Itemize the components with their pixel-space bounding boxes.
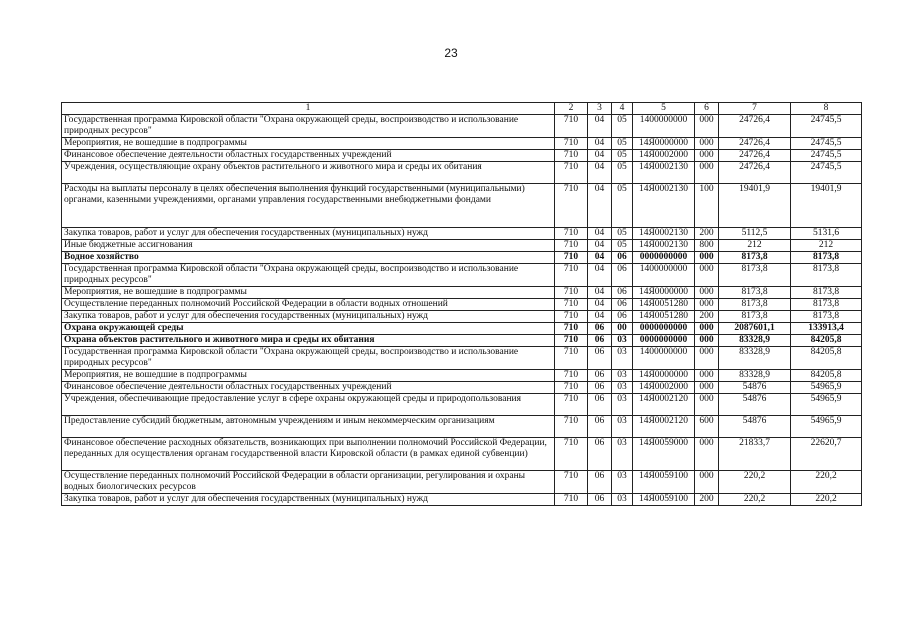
amount-year2-cell: 8173,8	[791, 287, 862, 299]
row-name-cell: Осуществление переданных полномочий Российской Федерации в области организации, регулирования и охраны водных биологических ресурсов	[62, 471, 555, 494]
subsection-code-cell: 03	[612, 494, 633, 506]
amount-year2-cell: 54965,9	[791, 382, 862, 394]
ved-code-cell: 710	[555, 228, 588, 240]
amount-year1-cell: 220,2	[719, 471, 791, 494]
expense-type-cell: 000	[695, 347, 719, 370]
row-name-cell: Учреждения, обеспечивающие предоставление услуг в сфере охраны окружающей среды и природопользования	[62, 394, 555, 416]
section-code-cell: 06	[588, 323, 612, 335]
amount-year1-cell: 24726,4	[719, 115, 791, 138]
expense-type-cell: 600	[695, 416, 719, 438]
subsection-code-cell: 06	[612, 311, 633, 323]
section-code-cell: 04	[588, 287, 612, 299]
section-code-cell: 06	[588, 416, 612, 438]
section-code-cell: 06	[588, 382, 612, 394]
amount-year1-cell: 8173,8	[719, 264, 791, 287]
table-row	[62, 240, 862, 252]
subsection-code-cell: 03	[612, 382, 633, 394]
ved-code-cell: 710	[555, 382, 588, 394]
subsection-code-cell: 00	[612, 323, 633, 335]
table-row	[62, 115, 862, 138]
subsection-code-cell: 06	[612, 287, 633, 299]
amount-year2-cell: 84205,8	[791, 370, 862, 382]
amount-year2-cell: 24745,5	[791, 138, 862, 150]
row-name-cell: Водное хозяйство	[62, 252, 555, 264]
amount-year2-cell: 8173,8	[791, 252, 862, 264]
subsection-code-cell: 03	[612, 394, 633, 416]
expense-type-cell: 000	[695, 138, 719, 150]
expense-type-cell: 000	[695, 299, 719, 311]
amount-year1-cell: 220,2	[719, 494, 791, 506]
target-article-cell: 14Я0059000	[633, 438, 695, 471]
row-name-cell: Охрана объектов растительного и животного мира и среды их обитания	[62, 335, 555, 347]
ved-code-cell: 710	[555, 394, 588, 416]
amount-year1-cell: 2087601,1	[719, 323, 791, 335]
target-article-cell: 14Я0002130	[633, 162, 695, 184]
table-row	[62, 228, 862, 240]
row-name-cell: Предоставление субсидий бюджетным, автономным учреждениям и иным некоммерческим организациям	[62, 416, 555, 438]
expense-type-cell: 000	[695, 162, 719, 184]
target-article-cell: 14Я0059100	[633, 494, 695, 506]
expense-type-cell: 000	[695, 323, 719, 335]
amount-year2-cell: 24745,5	[791, 115, 862, 138]
amount-year2-cell: 54965,9	[791, 416, 862, 438]
row-name-cell: Закупка товаров, работ и услуг для обеспечения государственных (муниципальных) нужд	[62, 228, 555, 240]
expense-type-cell: 000	[695, 150, 719, 162]
target-article-cell: 14Я0002000	[633, 150, 695, 162]
header-cell: 8	[791, 103, 862, 115]
ved-code-cell: 710	[555, 416, 588, 438]
expense-type-cell: 200	[695, 311, 719, 323]
section-code-cell: 04	[588, 299, 612, 311]
subsection-code-cell: 03	[612, 438, 633, 471]
amount-year2-cell: 19401,9	[791, 184, 862, 228]
amount-year1-cell: 54876	[719, 394, 791, 416]
ved-code-cell: 710	[555, 438, 588, 471]
table-row	[62, 323, 862, 335]
table-row	[62, 370, 862, 382]
header-row	[62, 103, 862, 115]
subsection-code-cell: 05	[612, 115, 633, 138]
row-name-cell: Учреждения, осуществляющие охрану объектов растительного и животного мира и среды их обитания	[62, 162, 555, 184]
expense-type-cell: 000	[695, 370, 719, 382]
section-code-cell: 06	[588, 438, 612, 471]
subsection-code-cell: 06	[612, 252, 633, 264]
ved-code-cell: 710	[555, 162, 588, 184]
ved-code-cell: 710	[555, 299, 588, 311]
target-article-cell: 14Я0002130	[633, 184, 695, 228]
row-name-cell: Иные бюджетные ассигнования	[62, 240, 555, 252]
amount-year2-cell: 8173,8	[791, 264, 862, 287]
ved-code-cell: 710	[555, 252, 588, 264]
expense-type-cell: 000	[695, 382, 719, 394]
row-name-cell: Финансовое обеспечение расходных обязательств, возникающих при выполнении полномочий Российской Федерации, переданных для осуществления органам государственной власти Кировской области (в рамках единой субвенции)	[62, 438, 555, 471]
target-article-cell: 14Я0000000	[633, 370, 695, 382]
target-article-cell: 14Я0059100	[633, 471, 695, 494]
ved-code-cell: 710	[555, 115, 588, 138]
subsection-code-cell: 03	[612, 416, 633, 438]
target-article-cell: 14Я0002130	[633, 240, 695, 252]
table-row	[62, 252, 862, 264]
amount-year2-cell: 133913,4	[791, 323, 862, 335]
amount-year1-cell: 8173,8	[719, 299, 791, 311]
row-name-cell: Государственная программа Кировской области "Охрана окружающей среды, воспроизводство и использование природных ресурсов"	[62, 115, 555, 138]
row-name-cell: Осуществление переданных полномочий Российской Федерации в области водных отношений	[62, 299, 555, 311]
subsection-code-cell: 06	[612, 299, 633, 311]
target-article-cell: 1400000000	[633, 115, 695, 138]
section-code-cell: 04	[588, 115, 612, 138]
row-name-cell: Закупка товаров, работ и услуг для обеспечения государственных (муниципальных) нужд	[62, 311, 555, 323]
row-name-cell: Мероприятия, не вошедшие в подпрограммы	[62, 138, 555, 150]
section-code-cell: 04	[588, 228, 612, 240]
ved-code-cell: 710	[555, 335, 588, 347]
table-row	[62, 138, 862, 150]
target-article-cell: 14Я0051280	[633, 299, 695, 311]
table-row	[62, 150, 862, 162]
amount-year2-cell: 84205,8	[791, 335, 862, 347]
expense-type-cell: 000	[695, 438, 719, 471]
section-code-cell: 04	[588, 240, 612, 252]
ved-code-cell: 710	[555, 240, 588, 252]
ved-code-cell: 710	[555, 494, 588, 506]
table-row	[62, 416, 862, 438]
table-row	[62, 394, 862, 416]
header-cell: 5	[633, 103, 695, 115]
row-name-cell: Мероприятия, не вошедшие в подпрограммы	[62, 370, 555, 382]
target-article-cell: 14Я0000000	[633, 138, 695, 150]
row-name-cell: Охрана окружающей среды	[62, 323, 555, 335]
ved-code-cell: 710	[555, 471, 588, 494]
target-article-cell: 14Я0000000	[633, 287, 695, 299]
table-row	[62, 438, 862, 471]
expense-type-cell: 000	[695, 264, 719, 287]
amount-year2-cell: 8173,8	[791, 299, 862, 311]
expense-type-cell: 000	[695, 287, 719, 299]
amount-year2-cell: 54965,9	[791, 394, 862, 416]
ved-code-cell: 710	[555, 370, 588, 382]
table-row	[62, 347, 862, 370]
subsection-code-cell: 05	[612, 184, 633, 228]
header-cell: 7	[719, 103, 791, 115]
section-code-cell: 04	[588, 162, 612, 184]
target-article-cell: 14Я0002130	[633, 228, 695, 240]
subsection-code-cell: 05	[612, 150, 633, 162]
ved-code-cell: 710	[555, 311, 588, 323]
amount-year2-cell: 8173,8	[791, 311, 862, 323]
subsection-code-cell: 06	[612, 264, 633, 287]
amount-year2-cell: 24745,5	[791, 162, 862, 184]
section-code-cell: 06	[588, 394, 612, 416]
table-row	[62, 311, 862, 323]
table-row	[62, 471, 862, 494]
row-name-cell: Расходы на выплаты персоналу в целях обеспечения выполнения функций государственными (муниципальными) органами, казенными учреждениями, органами управления государственными внебюджетными фондами	[62, 184, 555, 228]
header-cell: 2	[555, 103, 588, 115]
ved-code-cell: 710	[555, 150, 588, 162]
section-code-cell: 04	[588, 311, 612, 323]
target-article-cell: 1400000000	[633, 347, 695, 370]
ved-code-cell: 710	[555, 184, 588, 228]
amount-year1-cell: 54876	[719, 382, 791, 394]
ved-code-cell: 710	[555, 287, 588, 299]
table-row	[62, 184, 862, 228]
section-code-cell: 04	[588, 252, 612, 264]
subsection-code-cell: 05	[612, 228, 633, 240]
expense-type-cell: 200	[695, 494, 719, 506]
expense-type-cell: 000	[695, 252, 719, 264]
ved-code-cell: 710	[555, 323, 588, 335]
section-code-cell: 06	[588, 471, 612, 494]
subsection-code-cell: 03	[612, 335, 633, 347]
amount-year2-cell: 84205,8	[791, 347, 862, 370]
row-name-cell: Мероприятия, не вошедшие в подпрограммы	[62, 287, 555, 299]
amount-year1-cell: 24726,4	[719, 138, 791, 150]
table-row	[62, 335, 862, 347]
amount-year1-cell: 24726,4	[719, 162, 791, 184]
expense-type-cell: 000	[695, 115, 719, 138]
amount-year1-cell: 83328,9	[719, 370, 791, 382]
header-cell: 6	[695, 103, 719, 115]
amount-year1-cell: 24726,4	[719, 150, 791, 162]
header-cell: 1	[62, 103, 555, 115]
target-article-cell: 14Я0002000	[633, 382, 695, 394]
amount-year2-cell: 5131,6	[791, 228, 862, 240]
amount-year1-cell: 19401,9	[719, 184, 791, 228]
amount-year1-cell: 83328,9	[719, 335, 791, 347]
subsection-code-cell: 05	[612, 162, 633, 184]
amount-year1-cell: 5112,5	[719, 228, 791, 240]
table-row	[62, 494, 862, 506]
amount-year2-cell: 24745,5	[791, 150, 862, 162]
amount-year1-cell: 21833,7	[719, 438, 791, 471]
row-name-cell: Финансовое обеспечение деятельности областных государственных учреждений	[62, 150, 555, 162]
section-code-cell: 06	[588, 347, 612, 370]
table-row	[62, 299, 862, 311]
amount-year2-cell: 22620,7	[791, 438, 862, 471]
amount-year2-cell: 212	[791, 240, 862, 252]
ved-code-cell: 710	[555, 264, 588, 287]
table-row	[62, 287, 862, 299]
amount-year1-cell: 54876	[719, 416, 791, 438]
target-article-cell: 0000000000	[633, 252, 695, 264]
amount-year1-cell: 212	[719, 240, 791, 252]
amount-year2-cell: 220,2	[791, 471, 862, 494]
table-row	[62, 382, 862, 394]
table-row	[62, 264, 862, 287]
table-row	[62, 162, 862, 184]
subsection-code-cell: 03	[612, 471, 633, 494]
header-cell: 3	[588, 103, 612, 115]
ved-code-cell: 710	[555, 138, 588, 150]
amount-year1-cell: 83328,9	[719, 347, 791, 370]
section-code-cell: 06	[588, 494, 612, 506]
section-code-cell: 04	[588, 264, 612, 287]
expense-type-cell: 100	[695, 184, 719, 228]
row-name-cell: Финансовое обеспечение деятельности областных государственных учреждений	[62, 382, 555, 394]
section-code-cell: 06	[588, 370, 612, 382]
subsection-code-cell: 03	[612, 347, 633, 370]
target-article-cell: 14Я0051280	[633, 311, 695, 323]
section-code-cell: 04	[588, 150, 612, 162]
row-name-cell: Закупка товаров, работ и услуг для обеспечения государственных (муниципальных) нужд	[62, 494, 555, 506]
row-name-cell: Государственная программа Кировской области "Охрана окружающей среды, воспроизводство и использование природных ресурсов"	[62, 264, 555, 287]
target-article-cell: 14Я0002120	[633, 394, 695, 416]
section-code-cell: 04	[588, 138, 612, 150]
expense-type-cell: 200	[695, 228, 719, 240]
expense-type-cell: 800	[695, 240, 719, 252]
target-article-cell: 0000000000	[633, 323, 695, 335]
section-code-cell: 04	[588, 184, 612, 228]
amount-year1-cell: 8173,8	[719, 311, 791, 323]
target-article-cell: 0000000000	[633, 335, 695, 347]
expense-type-cell: 000	[695, 335, 719, 347]
section-code-cell: 06	[588, 335, 612, 347]
ved-code-cell: 710	[555, 347, 588, 370]
subsection-code-cell: 05	[612, 240, 633, 252]
budget-table	[61, 102, 862, 506]
row-name-cell: Государственная программа Кировской области "Охрана окружающей среды, воспроизводство и использование природных ресурсов"	[62, 347, 555, 370]
target-article-cell: 14Я0002120	[633, 416, 695, 438]
amount-year1-cell: 8173,8	[719, 252, 791, 264]
subsection-code-cell: 05	[612, 138, 633, 150]
page-number: 23	[444, 46, 458, 60]
header-cell: 4	[612, 103, 633, 115]
subsection-code-cell: 03	[612, 370, 633, 382]
amount-year1-cell: 8173,8	[719, 287, 791, 299]
amount-year2-cell: 220,2	[791, 494, 862, 506]
expense-type-cell: 000	[695, 471, 719, 494]
target-article-cell: 1400000000	[633, 264, 695, 287]
expense-type-cell: 000	[695, 394, 719, 416]
